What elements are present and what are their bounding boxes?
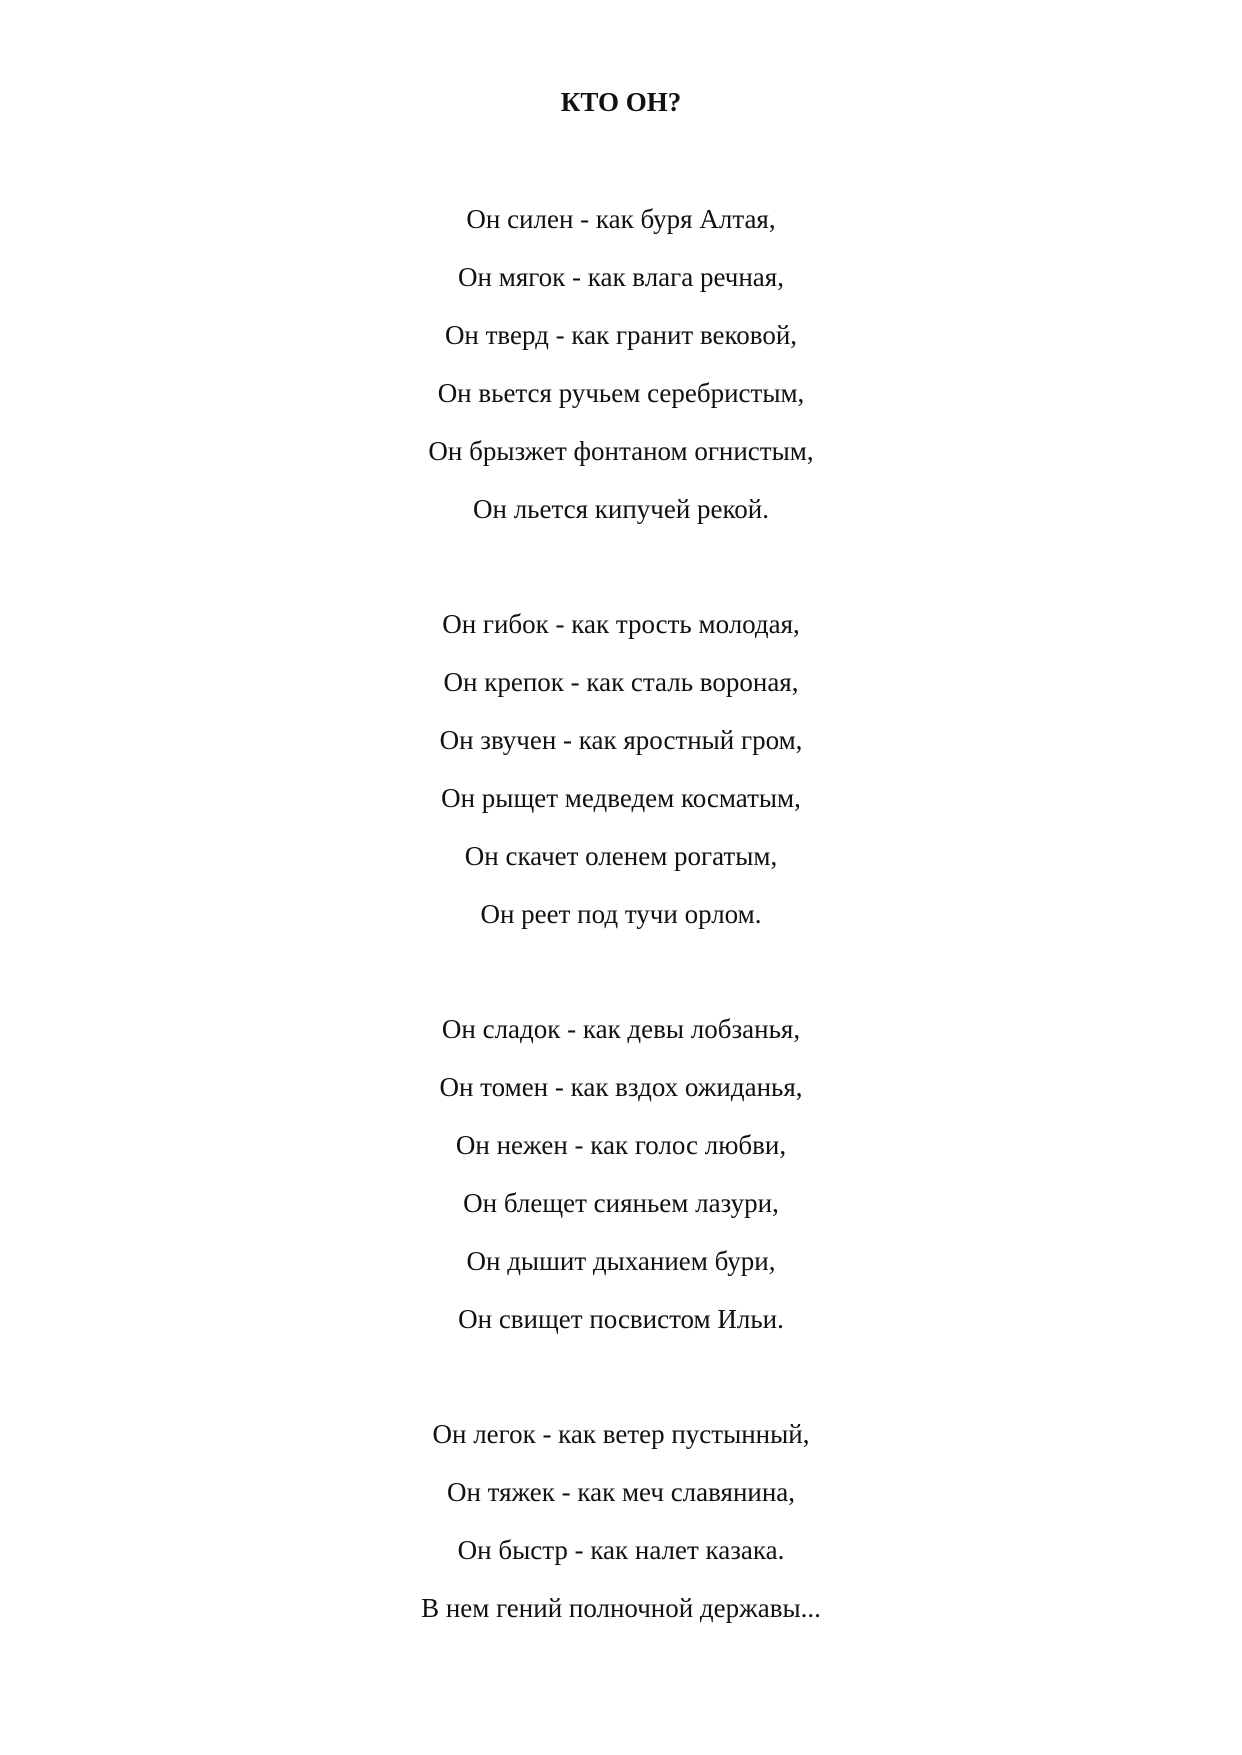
poem-line: Он сладок - как девы лобзанья, — [441, 1014, 801, 1044]
poem-line: Он льется кипучей рекой. — [473, 494, 769, 524]
poem-line: В нем гений полночной державы... — [421, 1593, 821, 1623]
stanza-4 — [0, 1405, 1242, 1637]
poem-line: Он рыщет медведем косматым, — [441, 783, 801, 813]
poem-line: Он брызжет фонтаном огнистым, — [428, 436, 814, 466]
poem-line: Он вьется ручьем серебристым, — [437, 378, 805, 408]
poem-line: Он нежен - как голос любви, — [455, 1130, 787, 1160]
poem-line: Он мягок - как влага речная, — [458, 262, 784, 292]
poem-line: Он скачет оленем рогатым, — [464, 841, 778, 871]
poem-line: Он гибок - как трость молодая, — [442, 609, 800, 639]
poem-line: Он блещет сияньем лазури, — [463, 1188, 779, 1218]
poem-line: Он крепок - как сталь вороная, — [443, 667, 799, 697]
poem-line: Он реет под тучи орлом. — [480, 899, 762, 929]
poem-line: Он тяжек - как меч славянина, — [446, 1477, 796, 1507]
stanza-3 — [0, 1000, 1242, 1348]
stanza-1 — [0, 190, 1242, 538]
poem-line: Он тверд - как гранит вековой, — [444, 320, 798, 350]
poem-line: Он дышит дыханием бури, — [466, 1246, 776, 1276]
poem-line: Он силен - как буря Алтая, — [466, 204, 776, 234]
poem-line: Он свищет посвистом Ильи. — [458, 1304, 784, 1334]
stanza-2 — [0, 595, 1242, 943]
poem-line: Он томен - как вздох ожиданья, — [439, 1072, 803, 1102]
poem-line: Он легок - как ветер пустынный, — [432, 1419, 810, 1449]
poem-title: КТО ОН? — [560, 87, 682, 117]
poem-line: Он звучен - как яростный гром, — [439, 725, 803, 755]
poem-line: Он быстр - как налет казака. — [457, 1535, 785, 1565]
